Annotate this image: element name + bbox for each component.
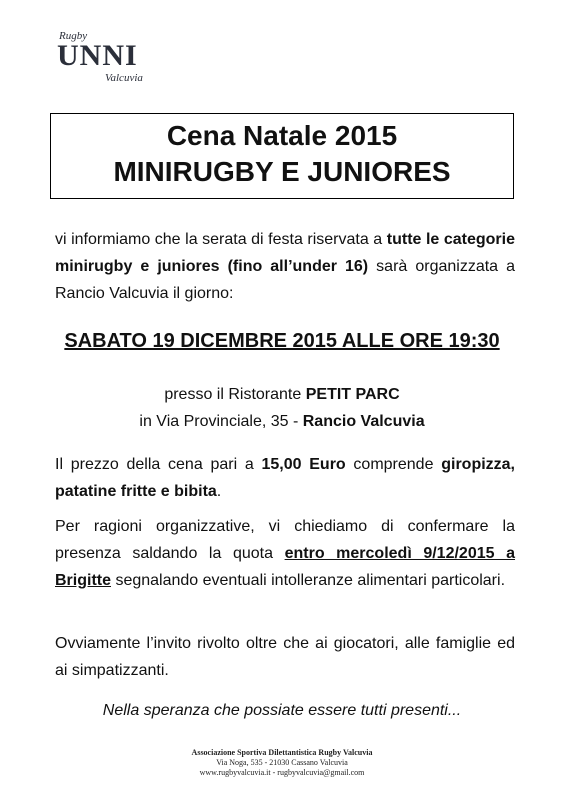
price-text-2: comprende (345, 456, 442, 473)
venue-line-2 (50, 413, 514, 431)
confirm-paragraph (55, 513, 515, 594)
footer (50, 748, 514, 778)
invite-paragraph: Ovviamente l’invito rivolto oltre che ai giocatori, alle famiglie ed ai simpatizzanti. (55, 635, 515, 679)
intro-text-2: sarà organizzata a Rancio Valcuvia il giorno: (55, 258, 516, 302)
intro-paragraph (55, 226, 515, 307)
price-end: . (216, 483, 222, 500)
logo-main-text: UNNI (57, 39, 138, 72)
venue-address: in Via Provinciale, 35 - (139, 413, 303, 430)
intro-text-1: vi informiamo che la serata di festa riservata a (55, 231, 387, 248)
confirm-deadline: entro mercoledì 9/12/2015 a Brigitte (55, 545, 516, 589)
title-line-2: MINIRUGBY E JUNIORES (113, 156, 451, 187)
logo-top-text: Rugby (59, 30, 88, 42)
venue-name: PETIT PARC (305, 386, 400, 403)
footer-contacts: www.rugbyvalcuvia.it - rugbyvalcuvia@gmail.com (199, 768, 365, 777)
title-box (50, 113, 514, 199)
event-date: SABATO 19 DICEMBRE 2015 ALLE ORE 19:30 (64, 330, 500, 352)
price-paragraph (55, 451, 515, 505)
closing-line: Nella speranza che possiate essere tutti presenti... (102, 702, 462, 719)
price-items: giropizza, patatine fritte e bibita (55, 456, 515, 500)
intro-categories: tutte le categorie minirugby e juniores (fino all’under 16) (55, 231, 516, 275)
venue-line-1 (50, 386, 514, 404)
title-line-1: Cena Natale 2015 (166, 120, 398, 151)
venue-prefix: presso il Ristorante (164, 386, 306, 403)
logo-bottom-text: Valcuvia (105, 72, 143, 84)
logo (57, 26, 157, 92)
footer-org: Associazione Sportiva Dilettantistica Rugby Valcuvia (191, 748, 373, 757)
confirm-text-1: Per ragioni organizzative, vi chiediamo di confermare la presenza saldando la quota (55, 518, 515, 562)
footer-address: Via Noga, 535 - 21030 Cassano Valcuvia (216, 758, 348, 767)
venue-town: Rancio Valcuvia (302, 413, 425, 430)
price-amount: 15,00 Euro (261, 456, 346, 473)
confirm-text-2: segnalando eventuali intolleranze alimentari particolari. (111, 572, 506, 589)
price-text-1: Il prezzo della cena pari a (55, 456, 262, 473)
